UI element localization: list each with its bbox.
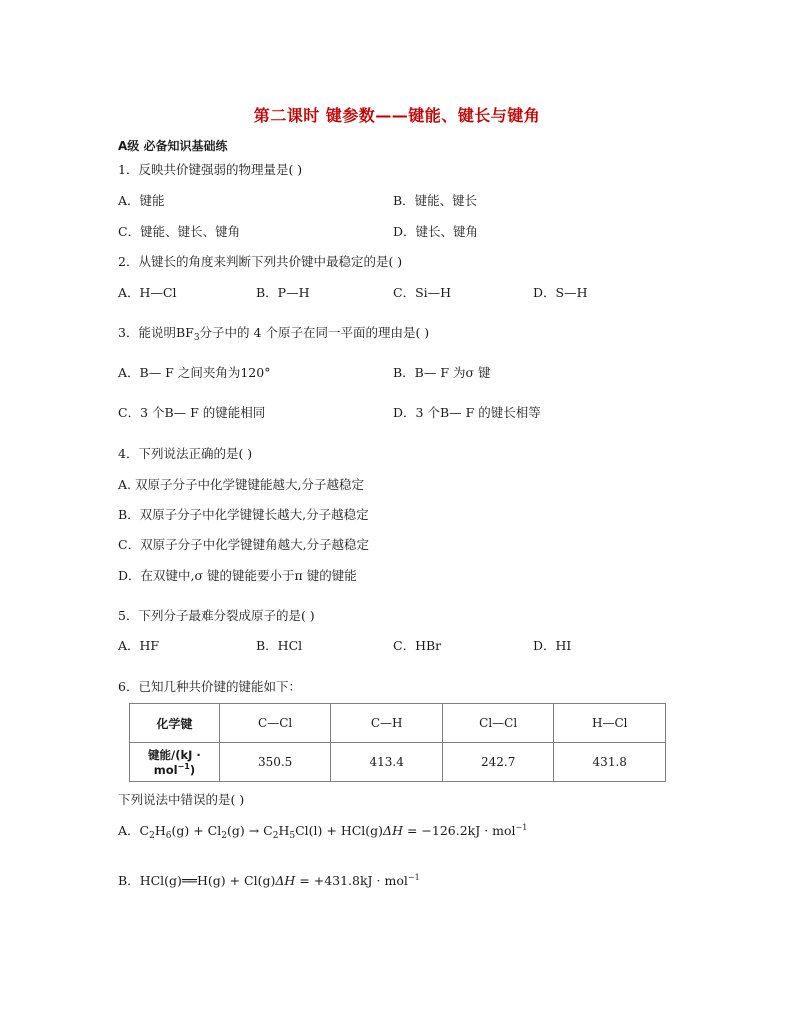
eq-sub: 5 bbox=[289, 831, 296, 841]
eq-sup: −1 bbox=[407, 873, 420, 882]
row-label-sup: −1 bbox=[177, 762, 190, 771]
question-2-option-a: A．H—Cl bbox=[118, 285, 177, 300]
eq-part: HCl(g)══H(g) + Cl(g) bbox=[139, 873, 276, 888]
table-row-label bbox=[130, 743, 220, 782]
eq-sub: 2 bbox=[149, 831, 155, 841]
question-2-option-b: B．P—H bbox=[256, 285, 310, 300]
row-label-pre: 键能/(kJ · mol bbox=[148, 748, 201, 777]
eq-part: H bbox=[278, 823, 290, 838]
question-2-option-c: C．Si—H bbox=[393, 285, 452, 300]
page-title: 第二课时 键参数——键能、键长与键角 bbox=[253, 106, 541, 125]
question-4-option-b: B．双原子分子中化学键键长越大,分子越稳定 bbox=[118, 507, 369, 522]
question-4-option-d: D．在双键中,σ 键的键能要小于π 键的键能 bbox=[118, 568, 357, 583]
question-2-option-d: D．S—H bbox=[533, 285, 588, 300]
eq-delta-h: ΔH bbox=[275, 873, 296, 888]
question-3-option-d: D．3 个B— F 的键长相等 bbox=[393, 405, 541, 420]
table-header-cell: Cl—Cl bbox=[442, 704, 554, 743]
eq-sub: 2 bbox=[272, 831, 279, 841]
question-3-stem-sub: 3 bbox=[193, 333, 200, 343]
question-4-option-a: A. 双原子分子中化学键键能越大,分子越稳定 bbox=[118, 477, 364, 492]
eq-sup: −1 bbox=[515, 823, 528, 832]
question-3-stem bbox=[118, 325, 429, 341]
option-a-label: A． bbox=[118, 823, 140, 838]
question-5-option-a: A．HF bbox=[118, 638, 160, 653]
eq-part: = +431.8kJ · mol bbox=[295, 873, 408, 888]
section-level-heading: A级 必备知识基础练 bbox=[118, 139, 228, 153]
question-6-prompt: 下列说法中错误的是( ) bbox=[118, 792, 245, 807]
question-1-option-c: C．键能、键长、键角 bbox=[118, 224, 241, 239]
table-cell: 350.5 bbox=[219, 743, 331, 782]
question-3-option-b: B．B— F 为σ 键 bbox=[393, 365, 491, 380]
question-3-stem-pre: 3．能说明BF bbox=[118, 325, 194, 340]
eq-sub: 6 bbox=[165, 831, 172, 841]
question-5-option-c: C．HBr bbox=[393, 638, 442, 653]
eq-part: = −126.2kJ · mol bbox=[402, 823, 516, 838]
eq-part: Cl(l) + HCl(g) bbox=[295, 823, 384, 838]
question-3-option-c: C．3 个B— F 的键能相同 bbox=[118, 405, 266, 420]
table-header-cell: C—H bbox=[331, 704, 443, 743]
bond-energy-table bbox=[129, 703, 666, 782]
table-cell: 242.7 bbox=[442, 743, 554, 782]
question-5-stem: 5．下列分子最难分裂成原子的是( ) bbox=[118, 608, 315, 623]
question-2-stem: 2．从键长的角度来判断下列共价键中最稳定的是( ) bbox=[118, 254, 403, 269]
question-3-option-a: A．B— F 之间夹角为120° bbox=[118, 365, 271, 380]
table-header-cell: C—Cl bbox=[219, 704, 331, 743]
question-1-option-d: D．键长、键角 bbox=[393, 224, 479, 239]
question-1-option-a: A．键能 bbox=[118, 193, 165, 208]
table-header-cell: H—Cl bbox=[554, 704, 666, 743]
question-6-option-b bbox=[118, 873, 420, 889]
question-4-option-c: C．双原子分子中化学键键角越大,分子越稳定 bbox=[118, 537, 370, 552]
eq-part: H bbox=[154, 823, 166, 838]
eq-sub: 2 bbox=[221, 831, 227, 841]
question-6-stem: 6．已知几种共价键的键能如下： bbox=[118, 679, 301, 694]
question-4-stem: 4．下列说法正确的是( ) bbox=[118, 446, 253, 461]
question-5-option-b: B．HCl bbox=[256, 638, 303, 653]
table-cell: 413.4 bbox=[331, 743, 443, 782]
table-cell: 431.8 bbox=[554, 743, 666, 782]
table-header-row bbox=[130, 704, 666, 743]
table-row bbox=[130, 743, 666, 782]
eq-part: (g) + Cl bbox=[171, 823, 222, 838]
option-b-label: B． bbox=[118, 873, 140, 888]
question-6-option-a bbox=[118, 823, 527, 839]
question-1-stem: 1．反映共价键强弱的物理量是( ) bbox=[118, 162, 303, 177]
eq-part: C bbox=[139, 823, 150, 838]
eq-delta-h: ΔH bbox=[383, 823, 403, 838]
row-label-post: ) bbox=[189, 763, 196, 777]
eq-part: (g) → C bbox=[226, 823, 273, 838]
table-header-cell: 化学键 bbox=[130, 704, 220, 743]
question-1-option-b: B．键能、键长 bbox=[393, 193, 478, 208]
question-5-option-d: D．HI bbox=[533, 638, 572, 653]
question-3-stem-post: 分子中的 4 个原子在同一平面的理由是( ) bbox=[199, 325, 430, 340]
